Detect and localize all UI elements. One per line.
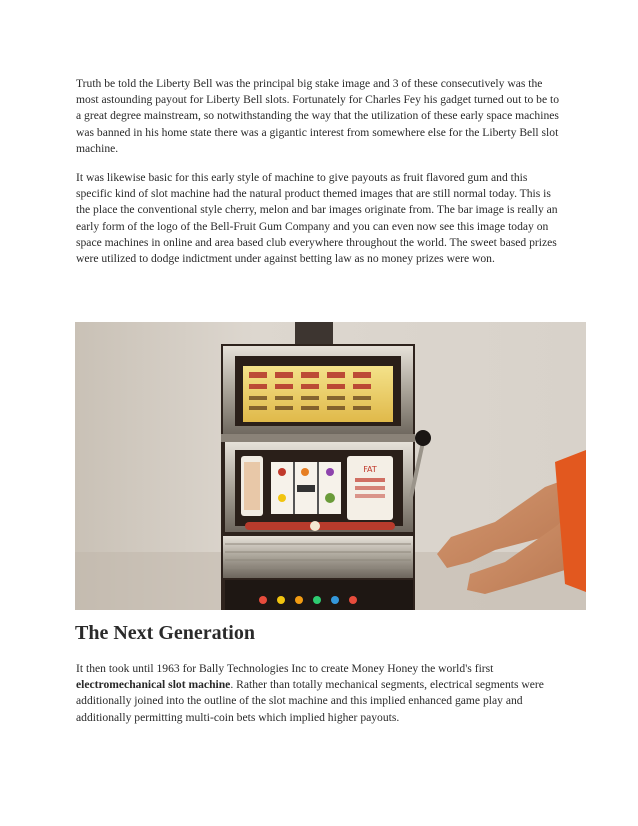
chrome-grill: [223, 536, 413, 578]
paragraph-next-generation: [76, 661, 566, 726]
top-object: [295, 322, 333, 344]
reel-melon-symbol: [325, 493, 335, 503]
paragraph-text-end: . Rather than totally mechanical segments, electrical segments were additionally joined into the outline of the slot machine and this implied enhanced game play and additionally permitting multi-coin bets which implied higher payouts.: [76, 678, 544, 724]
reel-bar-symbol: [297, 485, 315, 492]
paragraph-fruit-gum: It was likewise basic for this early style of machine to give payouts as fruit flavored gum and this specific kind of slot machine had the natural product themed images that are still normal today. This is the place the conventional style cherry, melon and bar images originate from. The bar image is really an early form of the logo of the Bell-Fruit Gum Company and you can even now see this image today on space machines in online and area based club everywhere throughout the world. The sweet based prizes were utilized to dodge indictment under against betting law as no money prizes were won.: [76, 171, 558, 266]
section-heading: The Next Generation: [75, 622, 255, 644]
slot-machine-cabinet: [221, 344, 415, 610]
slot-machine-photo: [75, 322, 586, 610]
bold-phrase: electromechanical slot machine: [76, 678, 231, 692]
paragraph-text-start: It then took until 1963 for Bally Technologies Inc to create Money Honey the world's first: [76, 662, 494, 675]
machine-sign-text: FAT: [363, 465, 377, 474]
reel-window: [271, 462, 341, 514]
paragraph-liberty-bell: Truth be told the Liberty Bell was the principal big stake image and 3 of these consecutively was the most astounding payout for Liberty Bell slots. Fortunately for Charles Fey his gadget turned out to be to a great degree mainstream, so notwithstanding the way that the utilization of these early space machines was banned in his home state there was a gigantic interest from somewhere else for the Liberty Bell slot machine.: [76, 77, 560, 155]
reel-cherry-symbol: [278, 468, 286, 476]
